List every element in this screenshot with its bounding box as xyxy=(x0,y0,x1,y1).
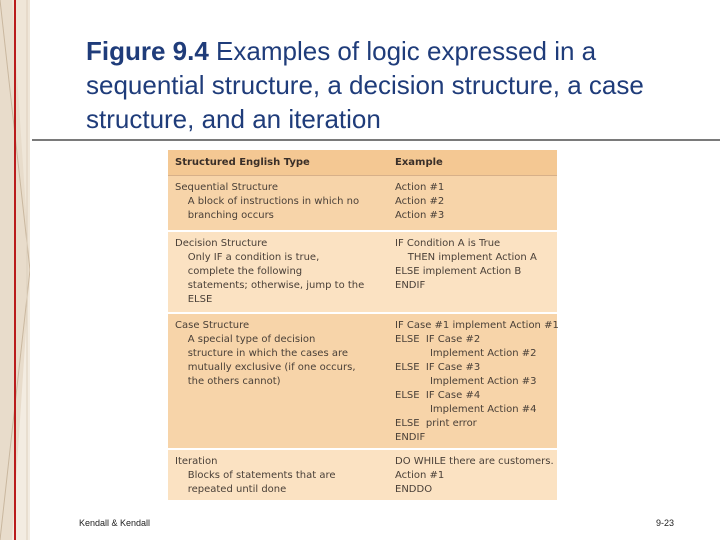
slide-title xyxy=(86,34,706,136)
row-example: IF Case #1 implement Action #1 ELSE IF Case #2 Implement Action #2 ELSE IF Case #3 Implement Action #3 ELSE IF Case #4 Implement Action #4 ELSE print error ENDIF xyxy=(395,320,559,443)
footer-author: Kendall & Kendall xyxy=(79,518,151,528)
table-row xyxy=(168,176,557,232)
row-type: Sequential Structure A block of instructions in which no branching occurs xyxy=(175,182,360,221)
figure-caption: Examples of logic expressed in a sequential structure, a decision structure, a case structure, and an iteration xyxy=(86,36,644,134)
table-header xyxy=(168,150,557,176)
row-example: Action #1 Action #2 Action #3 xyxy=(395,182,445,221)
decorative-left-strip xyxy=(0,0,30,540)
footer-page-number: 9-23 xyxy=(656,518,675,528)
table-row xyxy=(168,450,557,500)
header-example: Example xyxy=(395,157,443,168)
row-type: Iteration Blocks of statements that are repeated until done xyxy=(175,456,336,495)
structured-english-table xyxy=(168,150,557,500)
header-structured-english-type: Structured English Type xyxy=(175,157,310,168)
title-divider xyxy=(32,139,720,141)
row-type: Decision Structure Only IF a condition is true, complete the following statements; otherwise, jump to the ELSE xyxy=(175,238,365,305)
row-type: Case Structure A special type of decision structure in which the cases are mutually exclusive (if one occurs, the others cannot) xyxy=(175,320,356,387)
table-row xyxy=(168,314,557,450)
figure-label: Figure 9.4 xyxy=(86,36,209,66)
decorative-diamond-pattern xyxy=(0,0,30,540)
table-row xyxy=(168,232,557,314)
row-example: IF Condition A is True THEN implement Action A ELSE implement Action B ENDIF xyxy=(395,238,537,291)
row-example: DO WHILE there are customers. Action #1 ENDDO xyxy=(395,456,554,495)
